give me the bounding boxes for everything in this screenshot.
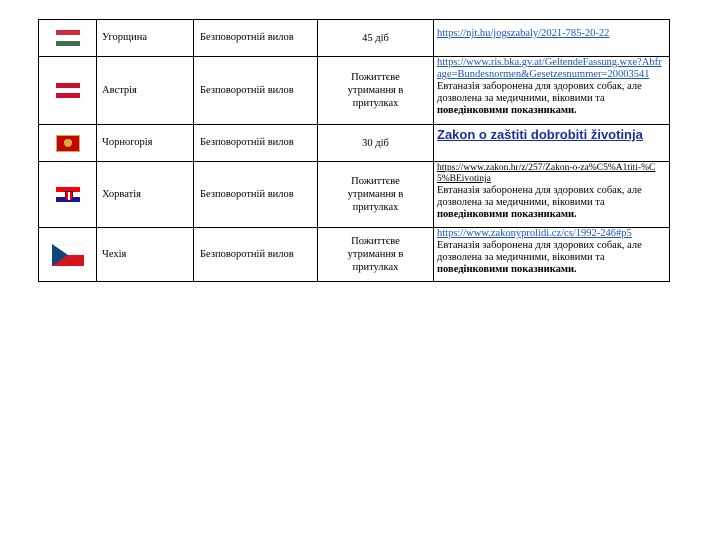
term-line: притулках — [352, 98, 399, 109]
term-line: 45 діб — [362, 32, 389, 44]
regulations-table — [38, 19, 670, 282]
country-cell: Австрія — [97, 57, 194, 125]
country-cell: Чехія — [97, 228, 194, 282]
note-line: дозволена за медичними, віковими та — [437, 197, 605, 208]
country-cell: Угорщина — [97, 20, 194, 57]
law-link[interactable]: https://www.zakon.hr/z/257/Zakon-o-za%C5%A1titi-%C5%BEivotinja — [437, 163, 656, 184]
method-cell: Безповоротній вилов — [194, 20, 318, 57]
method-cell: Безповоротній вилов — [194, 57, 318, 125]
term-line: утримання в — [347, 85, 404, 96]
term-line: 30 діб — [362, 137, 389, 149]
note-line: поведінковими показниками. — [437, 264, 577, 275]
method-cell: Безповоротній вилов — [194, 125, 318, 162]
note-line: Евтаназія заборонена для здорових собак, але — [437, 185, 642, 196]
term-cell — [318, 228, 434, 282]
law-link[interactable]: https://njt.hu/jogszabaly/2021-785-20-22 — [437, 28, 610, 39]
table-row — [39, 162, 670, 228]
table-row — [39, 20, 670, 57]
flag-cell — [39, 162, 97, 228]
hungary-flag-icon — [56, 30, 80, 46]
term-line: Пожиттєве — [351, 176, 400, 187]
table-row — [39, 228, 670, 282]
term-line: притулках — [352, 202, 399, 213]
flag-cell — [39, 125, 97, 162]
source-cell — [434, 228, 670, 282]
note-line: поведінковими показниками. — [437, 209, 577, 220]
czechia-flag-icon — [52, 244, 84, 266]
law-link[interactable]: https://www.ris.bka.gv.at/GeltendeFassung.wxe?Abfrage=Bundesnormen&Gesetzesnummer=20003541 — [437, 57, 662, 80]
country-cell: Хорватія — [97, 162, 194, 228]
term-cell — [318, 57, 434, 125]
table-row — [39, 57, 670, 125]
term-cell — [318, 125, 434, 162]
croatia-flag-icon — [56, 187, 80, 203]
term-line: Пожиттєве — [351, 236, 400, 247]
law-link[interactable]: https://www.zakonyprolidi.cz/cs/1992-246#p5 — [437, 228, 632, 239]
term-line: утримання в — [347, 189, 404, 200]
term-cell — [318, 20, 434, 57]
method-cell: Безповоротній вилов — [194, 162, 318, 228]
flag-cell — [39, 57, 97, 125]
law-link[interactable]: Zakon o zaštiti dobrobiti životinja — [437, 127, 643, 142]
note-line: поведінковими показниками. — [437, 105, 577, 116]
source-cell — [434, 20, 670, 57]
note-line: дозволена за медичними, віковими та — [437, 252, 605, 263]
flag-cell — [39, 228, 97, 282]
note-line: Евтаназія заборонена для здорових собак, але — [437, 240, 642, 251]
montenegro-flag-icon — [56, 135, 80, 152]
term-line: Пожиттєве — [351, 72, 400, 83]
note-line: Евтаназія заборонена для здорових собак, але — [437, 81, 642, 92]
flag-cell — [39, 20, 97, 57]
source-cell — [434, 125, 670, 162]
term-line: утримання в — [347, 249, 404, 260]
table-row — [39, 125, 670, 162]
source-cell — [434, 162, 670, 228]
source-cell — [434, 57, 670, 125]
austria-flag-icon — [56, 83, 80, 99]
term-cell — [318, 162, 434, 228]
term-line: притулках — [352, 262, 399, 273]
method-cell: Безповоротній вилов — [194, 228, 318, 282]
note-line: дозволена за медичними, віковими та — [437, 93, 605, 104]
country-cell: Чорногорія — [97, 125, 194, 162]
